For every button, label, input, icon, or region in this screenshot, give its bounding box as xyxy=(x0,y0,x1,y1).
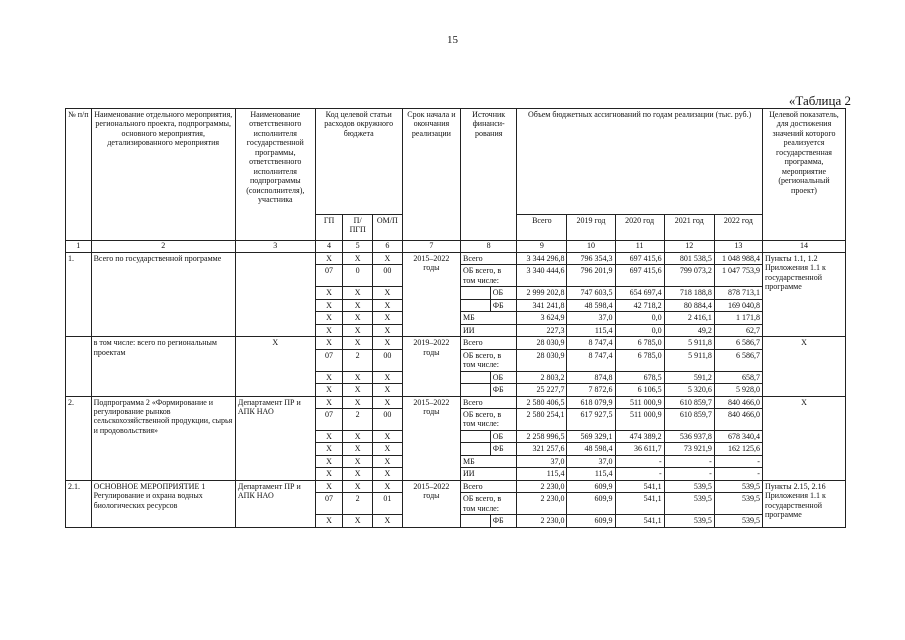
value-total: 2 230,0 xyxy=(517,515,567,527)
source-cell: ИИ xyxy=(461,324,517,336)
value-year: 5 320,6 xyxy=(664,384,714,396)
value-total: 2 230,0 xyxy=(517,493,567,515)
source-cell xyxy=(461,299,491,311)
code-p: Х xyxy=(343,384,373,396)
code-p: Х xyxy=(343,480,373,492)
code-om: Х xyxy=(373,253,403,265)
value-year: 6 785,0 xyxy=(615,337,664,349)
code-gp: Х xyxy=(315,515,343,527)
header-code-p: П/ ПГП xyxy=(343,215,373,241)
code-gp: Х xyxy=(315,455,343,467)
code-gp: Х xyxy=(315,312,343,324)
value-year: 169 040,8 xyxy=(714,299,762,311)
value-year: 0,0 xyxy=(615,324,664,336)
page-number: 15 xyxy=(447,34,458,46)
value-year: 541,1 xyxy=(615,480,664,492)
value-year: - xyxy=(615,455,664,467)
header-code-gp: ГП xyxy=(315,215,343,241)
code-om: 01 xyxy=(373,493,403,515)
code-gp: Х xyxy=(315,396,343,408)
row-responsible: Х xyxy=(235,337,315,396)
code-p: 2 xyxy=(343,349,373,371)
header-responsible: Наименование ответственного исполнителя государственной программы, ответственного исполнителя подпрограммы (соисполнителя), участника xyxy=(235,109,315,241)
value-year: 48 598,4 xyxy=(567,299,615,311)
row-indicator: Пункты 1.1, 1.2 Приложения 1.1 к государственной программе xyxy=(762,253,845,337)
code-gp: Х xyxy=(315,468,343,480)
value-total: 28 030,9 xyxy=(517,349,567,371)
value-year: 617 927,5 xyxy=(567,408,615,430)
col-number: 12 xyxy=(664,241,714,253)
value-year: 6 785,0 xyxy=(615,349,664,371)
value-year: 37,0 xyxy=(567,455,615,467)
value-year: 697 415,6 xyxy=(615,253,664,265)
value-year: 618 079,9 xyxy=(567,396,615,408)
value-year: 678 340,4 xyxy=(714,430,762,442)
code-om: Х xyxy=(373,312,403,324)
value-total: 227,3 xyxy=(517,324,567,336)
code-p: Х xyxy=(343,337,373,349)
value-year: 539,5 xyxy=(714,493,762,515)
value-year: 0,0 xyxy=(615,312,664,324)
source-cell: Всего xyxy=(461,396,517,408)
value-year: 36 611,7 xyxy=(615,443,664,455)
table-row xyxy=(66,396,846,408)
code-p: 2 xyxy=(343,408,373,430)
col-number: 6 xyxy=(373,241,403,253)
col-number: 1 xyxy=(66,241,92,253)
value-year: 48 598,4 xyxy=(567,443,615,455)
source-cell xyxy=(461,515,491,527)
table-row xyxy=(66,480,846,492)
col-number: 11 xyxy=(615,241,664,253)
value-year: 6 586,7 xyxy=(714,337,762,349)
code-p: Х xyxy=(343,515,373,527)
value-year: 511 000,9 xyxy=(615,396,664,408)
row-name: Подпрограмма 2 «Формирование и регулирование рынков сельскохозяйственной продукции, сырья и продовольствия» xyxy=(91,396,235,480)
code-gp: 07 xyxy=(315,265,343,287)
value-year: 796 354,3 xyxy=(567,253,615,265)
value-year: 609,9 xyxy=(567,493,615,515)
table-caption: «Таблица 2 xyxy=(788,93,851,108)
value-year: 697 415,6 xyxy=(615,265,664,287)
code-om: 00 xyxy=(373,265,403,287)
source-cell: ОБ всего, в том числе: xyxy=(461,265,517,287)
code-om: Х xyxy=(373,337,403,349)
value-year: 747 603,5 xyxy=(567,287,615,299)
value-year: 5 911,8 xyxy=(664,337,714,349)
value-year: 536 937,8 xyxy=(664,430,714,442)
row-responsible xyxy=(235,253,315,337)
value-year: 115,4 xyxy=(567,324,615,336)
source-cell xyxy=(461,371,491,383)
col-number: 3 xyxy=(235,241,315,253)
source-cell xyxy=(461,384,491,396)
value-year: - xyxy=(714,468,762,480)
row-number: 2. xyxy=(66,396,92,480)
header-source: Источник финанси-рования xyxy=(461,109,517,241)
source-cell xyxy=(461,443,491,455)
code-om: Х xyxy=(373,287,403,299)
col-number: 7 xyxy=(402,241,460,253)
value-year: 654 697,4 xyxy=(615,287,664,299)
value-total: 2 580 254,1 xyxy=(517,408,567,430)
code-p: 0 xyxy=(343,265,373,287)
source-sub: ОБ xyxy=(490,430,517,442)
code-om: Х xyxy=(373,299,403,311)
value-year: 80 884,4 xyxy=(664,299,714,311)
value-year: 115,4 xyxy=(567,468,615,480)
value-year: 73 921,9 xyxy=(664,443,714,455)
row-indicator: Х xyxy=(762,396,845,480)
col-number: 14 xyxy=(762,241,845,253)
row-responsible: Департамент ПР и АПК НАО xyxy=(235,396,315,480)
row-name: в том числе: всего по региональным проектам xyxy=(91,337,235,396)
header-code: Код целевой статьи расходов окружного бюджета xyxy=(315,109,402,215)
code-gp: Х xyxy=(315,299,343,311)
header-name: Наименование отдельного мероприятия, регионального проекта, подпрограммы, основного мероприятия, детализированного мероприятия xyxy=(91,109,235,241)
code-gp: 07 xyxy=(315,493,343,515)
header-volume: Объем бюджетных ассигнований по годам реализации (тыс. руб.) xyxy=(517,109,763,215)
value-total: 37,0 xyxy=(517,455,567,467)
code-om: Х xyxy=(373,396,403,408)
value-year: 678,5 xyxy=(615,371,664,383)
value-year: 539,5 xyxy=(714,480,762,492)
value-year: 840 466,0 xyxy=(714,396,762,408)
value-year: 610 859,7 xyxy=(664,396,714,408)
value-year: 37,0 xyxy=(567,312,615,324)
code-om: 00 xyxy=(373,408,403,430)
value-year: 6 586,7 xyxy=(714,349,762,371)
value-year: 539,5 xyxy=(664,480,714,492)
value-year: 62,7 xyxy=(714,324,762,336)
value-year: - xyxy=(664,468,714,480)
value-total: 115,4 xyxy=(517,468,567,480)
code-p: Х xyxy=(343,455,373,467)
code-p: Х xyxy=(343,299,373,311)
row-number: 1. xyxy=(66,253,92,337)
value-year: 1 048 988,4 xyxy=(714,253,762,265)
code-om: Х xyxy=(373,324,403,336)
code-p: Х xyxy=(343,371,373,383)
row-period: 2015–2022 годы xyxy=(402,396,460,480)
value-year: 539,5 xyxy=(664,493,714,515)
value-year: 42 718,2 xyxy=(615,299,664,311)
value-year: 2 416,1 xyxy=(664,312,714,324)
code-gp: Х xyxy=(315,253,343,265)
code-gp: Х xyxy=(315,337,343,349)
row-period: 2015–2022 годы xyxy=(402,253,460,337)
budget-table xyxy=(65,108,846,528)
header-2019: 2019 год xyxy=(567,215,615,241)
code-p: Х xyxy=(343,396,373,408)
header-period: Срок начала и окончания реализации xyxy=(402,109,460,241)
code-gp: Х xyxy=(315,384,343,396)
value-year: 609,9 xyxy=(567,480,615,492)
value-year: 8 747,4 xyxy=(567,337,615,349)
header-total: Всего xyxy=(517,215,567,241)
source-cell xyxy=(461,287,491,299)
value-year: 541,1 xyxy=(615,493,664,515)
source-cell: Всего xyxy=(461,253,517,265)
value-year: 5 911,8 xyxy=(664,349,714,371)
code-p: Х xyxy=(343,253,373,265)
col-number: 2 xyxy=(91,241,235,253)
code-p: Х xyxy=(343,443,373,455)
value-year: - xyxy=(714,455,762,467)
source-sub: ОБ xyxy=(490,287,517,299)
col-number: 10 xyxy=(567,241,615,253)
code-gp: Х xyxy=(315,480,343,492)
code-om: Х xyxy=(373,371,403,383)
code-p: Х xyxy=(343,312,373,324)
row-period: 2015–2022 годы xyxy=(402,480,460,527)
table-row xyxy=(66,253,846,265)
source-cell: ОБ всего, в том числе: xyxy=(461,408,517,430)
value-year: 8 747,4 xyxy=(567,349,615,371)
value-total: 2 803,2 xyxy=(517,371,567,383)
source-cell: Всего xyxy=(461,337,517,349)
source-sub: ФБ xyxy=(490,299,517,311)
value-year: 874,8 xyxy=(567,371,615,383)
row-number: 2.1. xyxy=(66,480,92,527)
value-total: 321 257,6 xyxy=(517,443,567,455)
value-total: 2 580 406,5 xyxy=(517,396,567,408)
code-om: Х xyxy=(373,480,403,492)
header-2022: 2022 год xyxy=(714,215,762,241)
value-year: 5 928,0 xyxy=(714,384,762,396)
code-om: Х xyxy=(373,515,403,527)
value-year: 1 047 753,9 xyxy=(714,265,762,287)
code-p: Х xyxy=(343,468,373,480)
code-p: Х xyxy=(343,430,373,442)
code-gp: 07 xyxy=(315,408,343,430)
source-cell: Всего xyxy=(461,480,517,492)
source-cell: МБ xyxy=(461,455,517,467)
source-cell xyxy=(461,430,491,442)
code-om: Х xyxy=(373,384,403,396)
value-total: 3 340 444,6 xyxy=(517,265,567,287)
value-year: - xyxy=(664,455,714,467)
value-year: 658,7 xyxy=(714,371,762,383)
source-cell: ИИ xyxy=(461,468,517,480)
value-year: 1 171,8 xyxy=(714,312,762,324)
value-year: 49,2 xyxy=(664,324,714,336)
col-number: 9 xyxy=(517,241,567,253)
value-total: 2 258 996,5 xyxy=(517,430,567,442)
value-year: 474 389,2 xyxy=(615,430,664,442)
code-gp: 07 xyxy=(315,349,343,371)
col-number: 4 xyxy=(315,241,343,253)
value-year: 718 188,8 xyxy=(664,287,714,299)
code-om: Х xyxy=(373,455,403,467)
value-year: 840 466,0 xyxy=(714,408,762,430)
row-number xyxy=(66,337,92,396)
value-year: 162 125,6 xyxy=(714,443,762,455)
value-year: 878 713,1 xyxy=(714,287,762,299)
col-number: 8 xyxy=(461,241,517,253)
col-number: 13 xyxy=(714,241,762,253)
value-year: 796 201,9 xyxy=(567,265,615,287)
value-year: 539,5 xyxy=(714,515,762,527)
value-total: 25 227,7 xyxy=(517,384,567,396)
row-indicator: Пункты 2.15, 2.16 Приложения 1.1 к государственной программе xyxy=(762,480,845,527)
source-sub: ОБ xyxy=(490,371,517,383)
value-year: 610 859,7 xyxy=(664,408,714,430)
code-om: Х xyxy=(373,468,403,480)
header-2020: 2020 год xyxy=(615,215,664,241)
header-code-om: ОМ/П xyxy=(373,215,403,241)
code-om: Х xyxy=(373,443,403,455)
value-year: 539,5 xyxy=(664,515,714,527)
value-year: 799 073,2 xyxy=(664,265,714,287)
value-total: 3 624,9 xyxy=(517,312,567,324)
source-sub: ФБ xyxy=(490,443,517,455)
code-gp: Х xyxy=(315,324,343,336)
header-indicator: Целевой показатель, для достижения значений которого реализуется государственная программа, мероприятие (региональный проект) xyxy=(762,109,845,241)
row-period: 2019–2022 годы xyxy=(402,337,460,396)
value-year: 569 329,1 xyxy=(567,430,615,442)
table-row xyxy=(66,337,846,349)
value-year: 801 538,5 xyxy=(664,253,714,265)
value-year: 609,9 xyxy=(567,515,615,527)
col-number: 5 xyxy=(343,241,373,253)
code-gp: Х xyxy=(315,430,343,442)
header-no: № п/п xyxy=(66,109,92,241)
value-total: 2 999 202,8 xyxy=(517,287,567,299)
row-name: ОСНОВНОЕ МЕРОПРИЯТИЕ 1 Регулирование и охрана водных биологических ресурсов xyxy=(91,480,235,527)
code-om: Х xyxy=(373,430,403,442)
row-indicator: Х xyxy=(762,337,845,396)
value-year: 541,1 xyxy=(615,515,664,527)
source-cell: ОБ всего, в том числе: xyxy=(461,349,517,371)
value-year: 6 106,5 xyxy=(615,384,664,396)
header-2021: 2021 год xyxy=(664,215,714,241)
code-p: 2 xyxy=(343,493,373,515)
value-year: 7 872,6 xyxy=(567,384,615,396)
code-gp: Х xyxy=(315,287,343,299)
source-sub: ФБ xyxy=(490,384,517,396)
code-p: Х xyxy=(343,287,373,299)
code-om: 00 xyxy=(373,349,403,371)
code-gp: Х xyxy=(315,371,343,383)
value-year: 511 000,9 xyxy=(615,408,664,430)
value-total: 28 030,9 xyxy=(517,337,567,349)
source-cell: ОБ всего, в том числе: xyxy=(461,493,517,515)
value-total: 2 230,0 xyxy=(517,480,567,492)
code-p: Х xyxy=(343,324,373,336)
value-year: - xyxy=(615,468,664,480)
value-total: 3 344 296,8 xyxy=(517,253,567,265)
source-sub: ФБ xyxy=(490,515,517,527)
code-gp: Х xyxy=(315,443,343,455)
row-name: Всего по государственной программе xyxy=(91,253,235,337)
source-cell: МБ xyxy=(461,312,517,324)
value-year: 591,2 xyxy=(664,371,714,383)
row-responsible: Департамент ПР и АПК НАО xyxy=(235,480,315,527)
value-total: 341 241,8 xyxy=(517,299,567,311)
